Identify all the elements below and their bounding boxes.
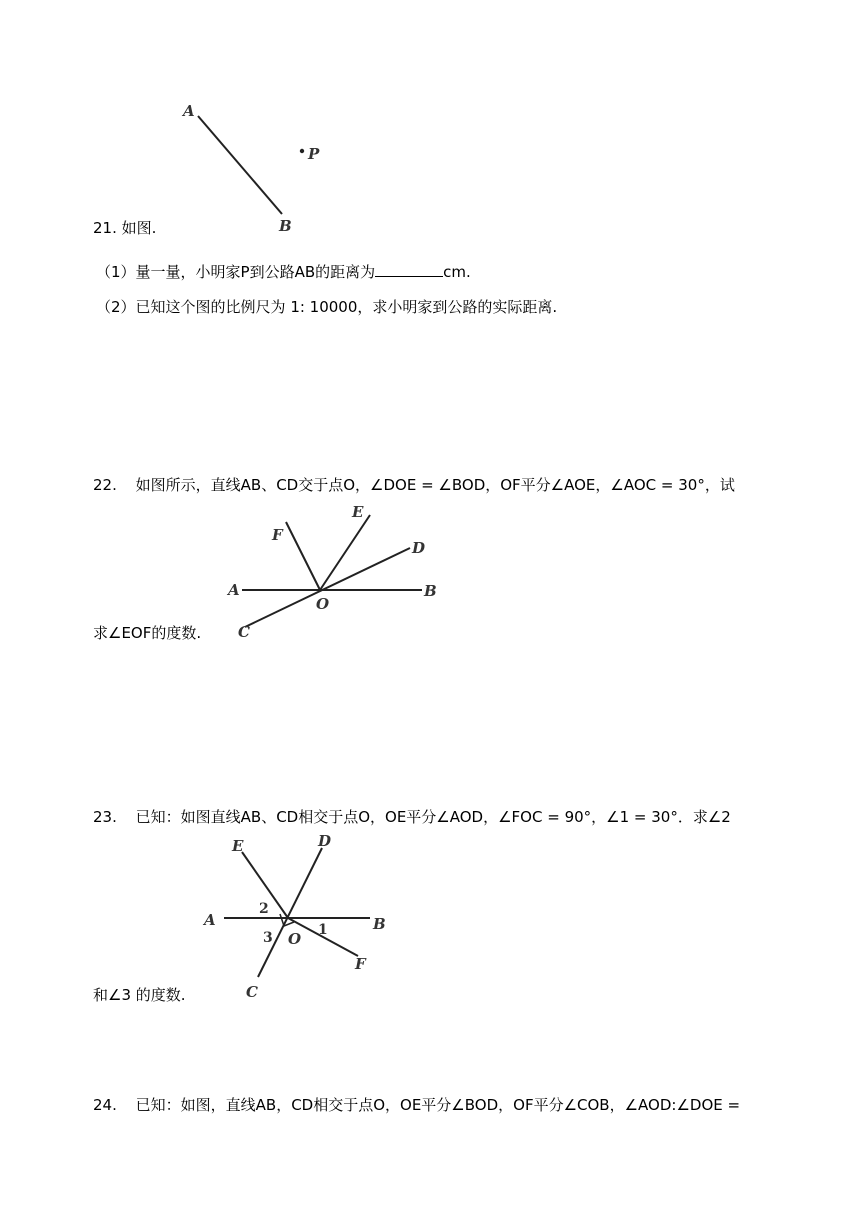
q22-line2: 求∠EOF的度数. <box>93 624 202 642</box>
q23-label-e: E <box>232 837 244 855</box>
q21-part2: （2）已知这个图的比例尺为 1: 10000，求小明家到公路的实际距离. <box>96 298 558 316</box>
q21-part1-unit: cm. <box>443 263 471 281</box>
q21-label-b: B <box>279 217 292 235</box>
q23-line2: 和∠3 的度数. <box>93 986 186 1004</box>
q23-label-c: C <box>246 983 258 1001</box>
q23-label-o: O <box>288 930 302 948</box>
q21-label-p: P <box>308 145 320 163</box>
q23-angle-3: 3 <box>263 930 273 946</box>
q23-label-d: D <box>318 832 332 850</box>
q21-number: 21. <box>93 219 117 237</box>
q22-text-1: 如图所示，直线AB、CD交于点O，∠DOE = ∠BOD，OF平分∠AOE，∠AOC = 30°，试 <box>135 476 735 494</box>
q23-label-a: A <box>204 911 216 929</box>
q23-text-1: 已知：如图直线AB、CD相交于点O，OE平分∠AOD，∠FOC = 90°，∠1 = 30°．求∠2 <box>135 808 731 826</box>
q22-label-a: A <box>228 581 240 599</box>
q23-angle-2: 2 <box>259 901 269 917</box>
q24-text-1: 已知：如图，直线AB，CD相交于点O，OE平分∠BOD，OF平分∠COB，∠AOD:∠DOE = <box>135 1096 741 1114</box>
q22-label-b: B <box>424 582 437 600</box>
q23-label-f: F <box>355 955 366 973</box>
q24-line1 <box>93 1095 740 1115</box>
q21-intro: 如图. <box>121 219 157 237</box>
q24-number: 24. <box>93 1096 117 1114</box>
q23-angle-1: 1 <box>318 922 328 938</box>
q22-label-o: O <box>316 595 330 613</box>
q22-label-e: E <box>352 503 364 521</box>
q23-label-b: B <box>373 915 386 933</box>
q21-part1-text: （1）量一量，小明家P到公路AB的距离为 <box>96 263 376 281</box>
q22-label-d: D <box>412 539 426 557</box>
q22-label-c: C <box>238 623 250 641</box>
q23-number: 23. <box>93 808 117 826</box>
q21-label-a: A <box>183 102 195 120</box>
q22-number: 22. <box>93 476 117 494</box>
q22-label-f: F <box>272 526 283 544</box>
